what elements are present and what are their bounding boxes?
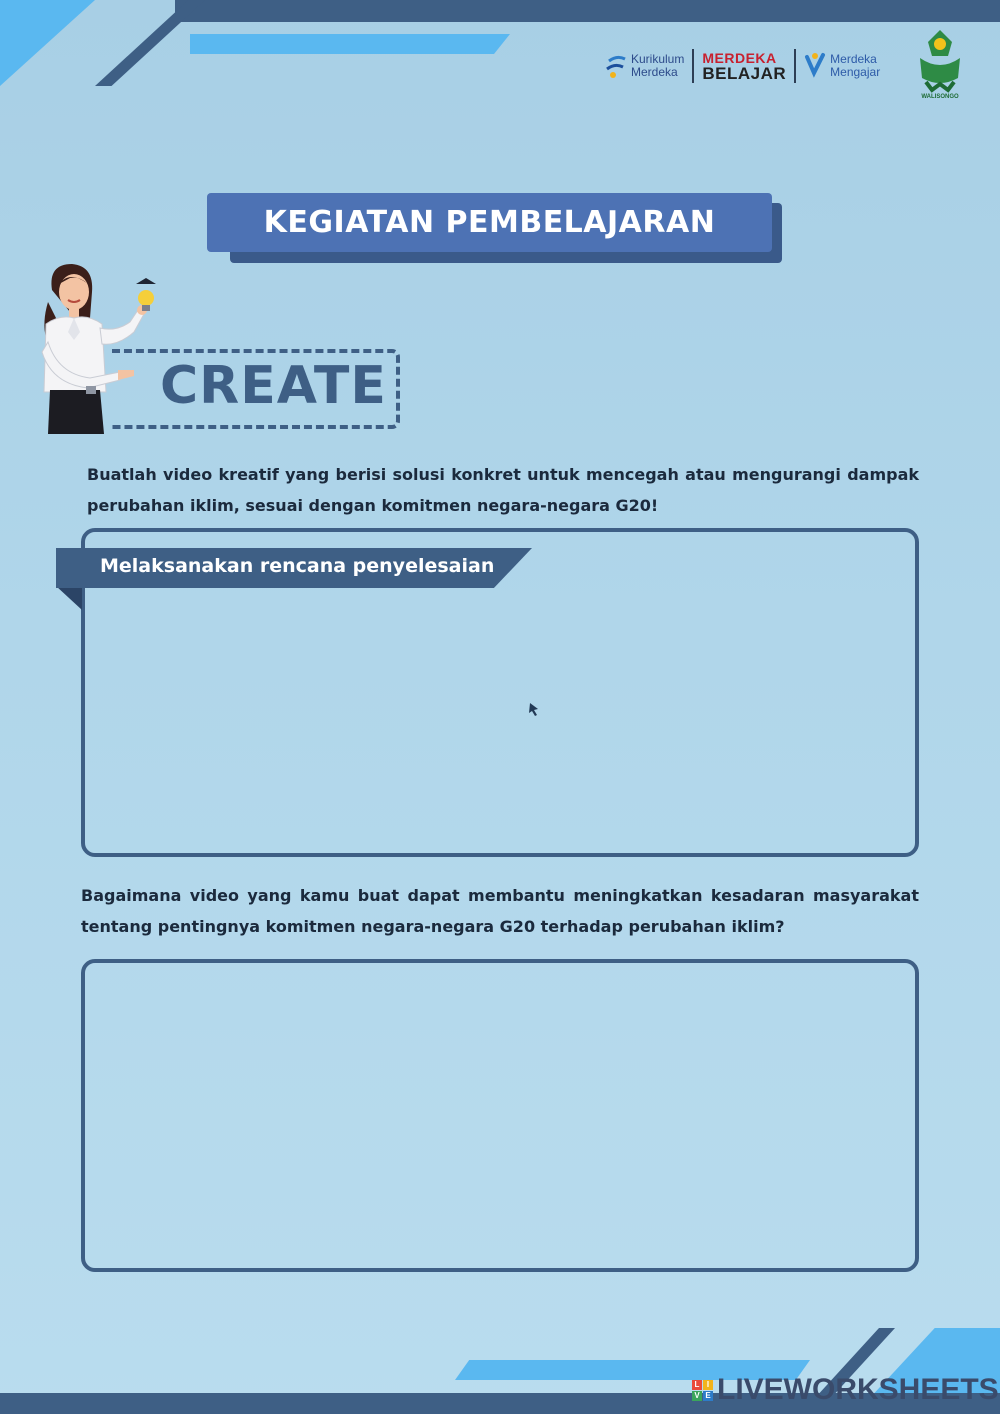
section-heading: CREATE — [160, 356, 387, 416]
logo-mengajar-line1: Merdeka — [830, 52, 877, 66]
page-title: KEGIATAN PEMBELAJARAN — [263, 205, 716, 240]
tag-fold — [56, 586, 82, 610]
kurikulum-merdeka-logo — [605, 51, 684, 81]
lw-letter: L — [692, 1380, 702, 1390]
header-logos — [605, 42, 880, 90]
lw-letter: I — [703, 1380, 713, 1390]
kurikulum-merdeka-icon — [605, 51, 627, 81]
title-banner — [207, 193, 772, 252]
cursor-icon — [527, 701, 543, 717]
box-tag-label: Melaksanakan rencana penyelesaian — [100, 555, 495, 577]
merdeka-mengajar-logo — [804, 51, 880, 81]
uin-walisongo-label: WALISONGO — [921, 94, 959, 100]
logo-mengajar-line2: Mengajar — [830, 65, 881, 79]
logo-divider — [794, 49, 796, 83]
logo-kurikulum-line2: Merdeka — [631, 65, 678, 79]
lw-letter: E — [703, 1391, 713, 1401]
logo-divider — [692, 49, 694, 83]
top-left-dark-stripe — [95, 0, 205, 86]
logo-belajar-word: BELAJAR — [702, 64, 787, 83]
logo-kurikulum-line1: Kurikulum — [631, 52, 685, 66]
liveworksheets-mark-icon — [692, 1380, 713, 1401]
instruction-text: Buatlah video kreatif yang berisi solusi konkret untuk mencegah atau mengurangi dampak perubahan iklim, sesuai dengan komitmen negara-negara G20! — [87, 465, 919, 515]
uin-walisongo-emblem-icon — [912, 28, 968, 102]
top-left-corner-accent — [0, 0, 95, 86]
merdeka-mengajar-icon — [804, 51, 826, 81]
lw-letter: V — [692, 1391, 702, 1401]
answer-box-question[interactable] — [81, 959, 919, 1272]
liveworksheets-logo[interactable] — [692, 1373, 999, 1407]
top-light-stripe — [190, 34, 510, 54]
question-text: Bagaimana video yang kamu buat dapat membantu meningkatkan kesadaran masyarakat tentang pentingnya komitmen negara-negara G20 terhadap perubahan iklim? — [81, 886, 919, 936]
top-dark-bar — [175, 0, 1000, 22]
merdeka-belajar-logo — [702, 51, 786, 81]
logo-merdeka-word: MERDEKA — [702, 50, 777, 66]
liveworksheets-wordmark: LIVEWORKSHEETS — [717, 1373, 999, 1406]
